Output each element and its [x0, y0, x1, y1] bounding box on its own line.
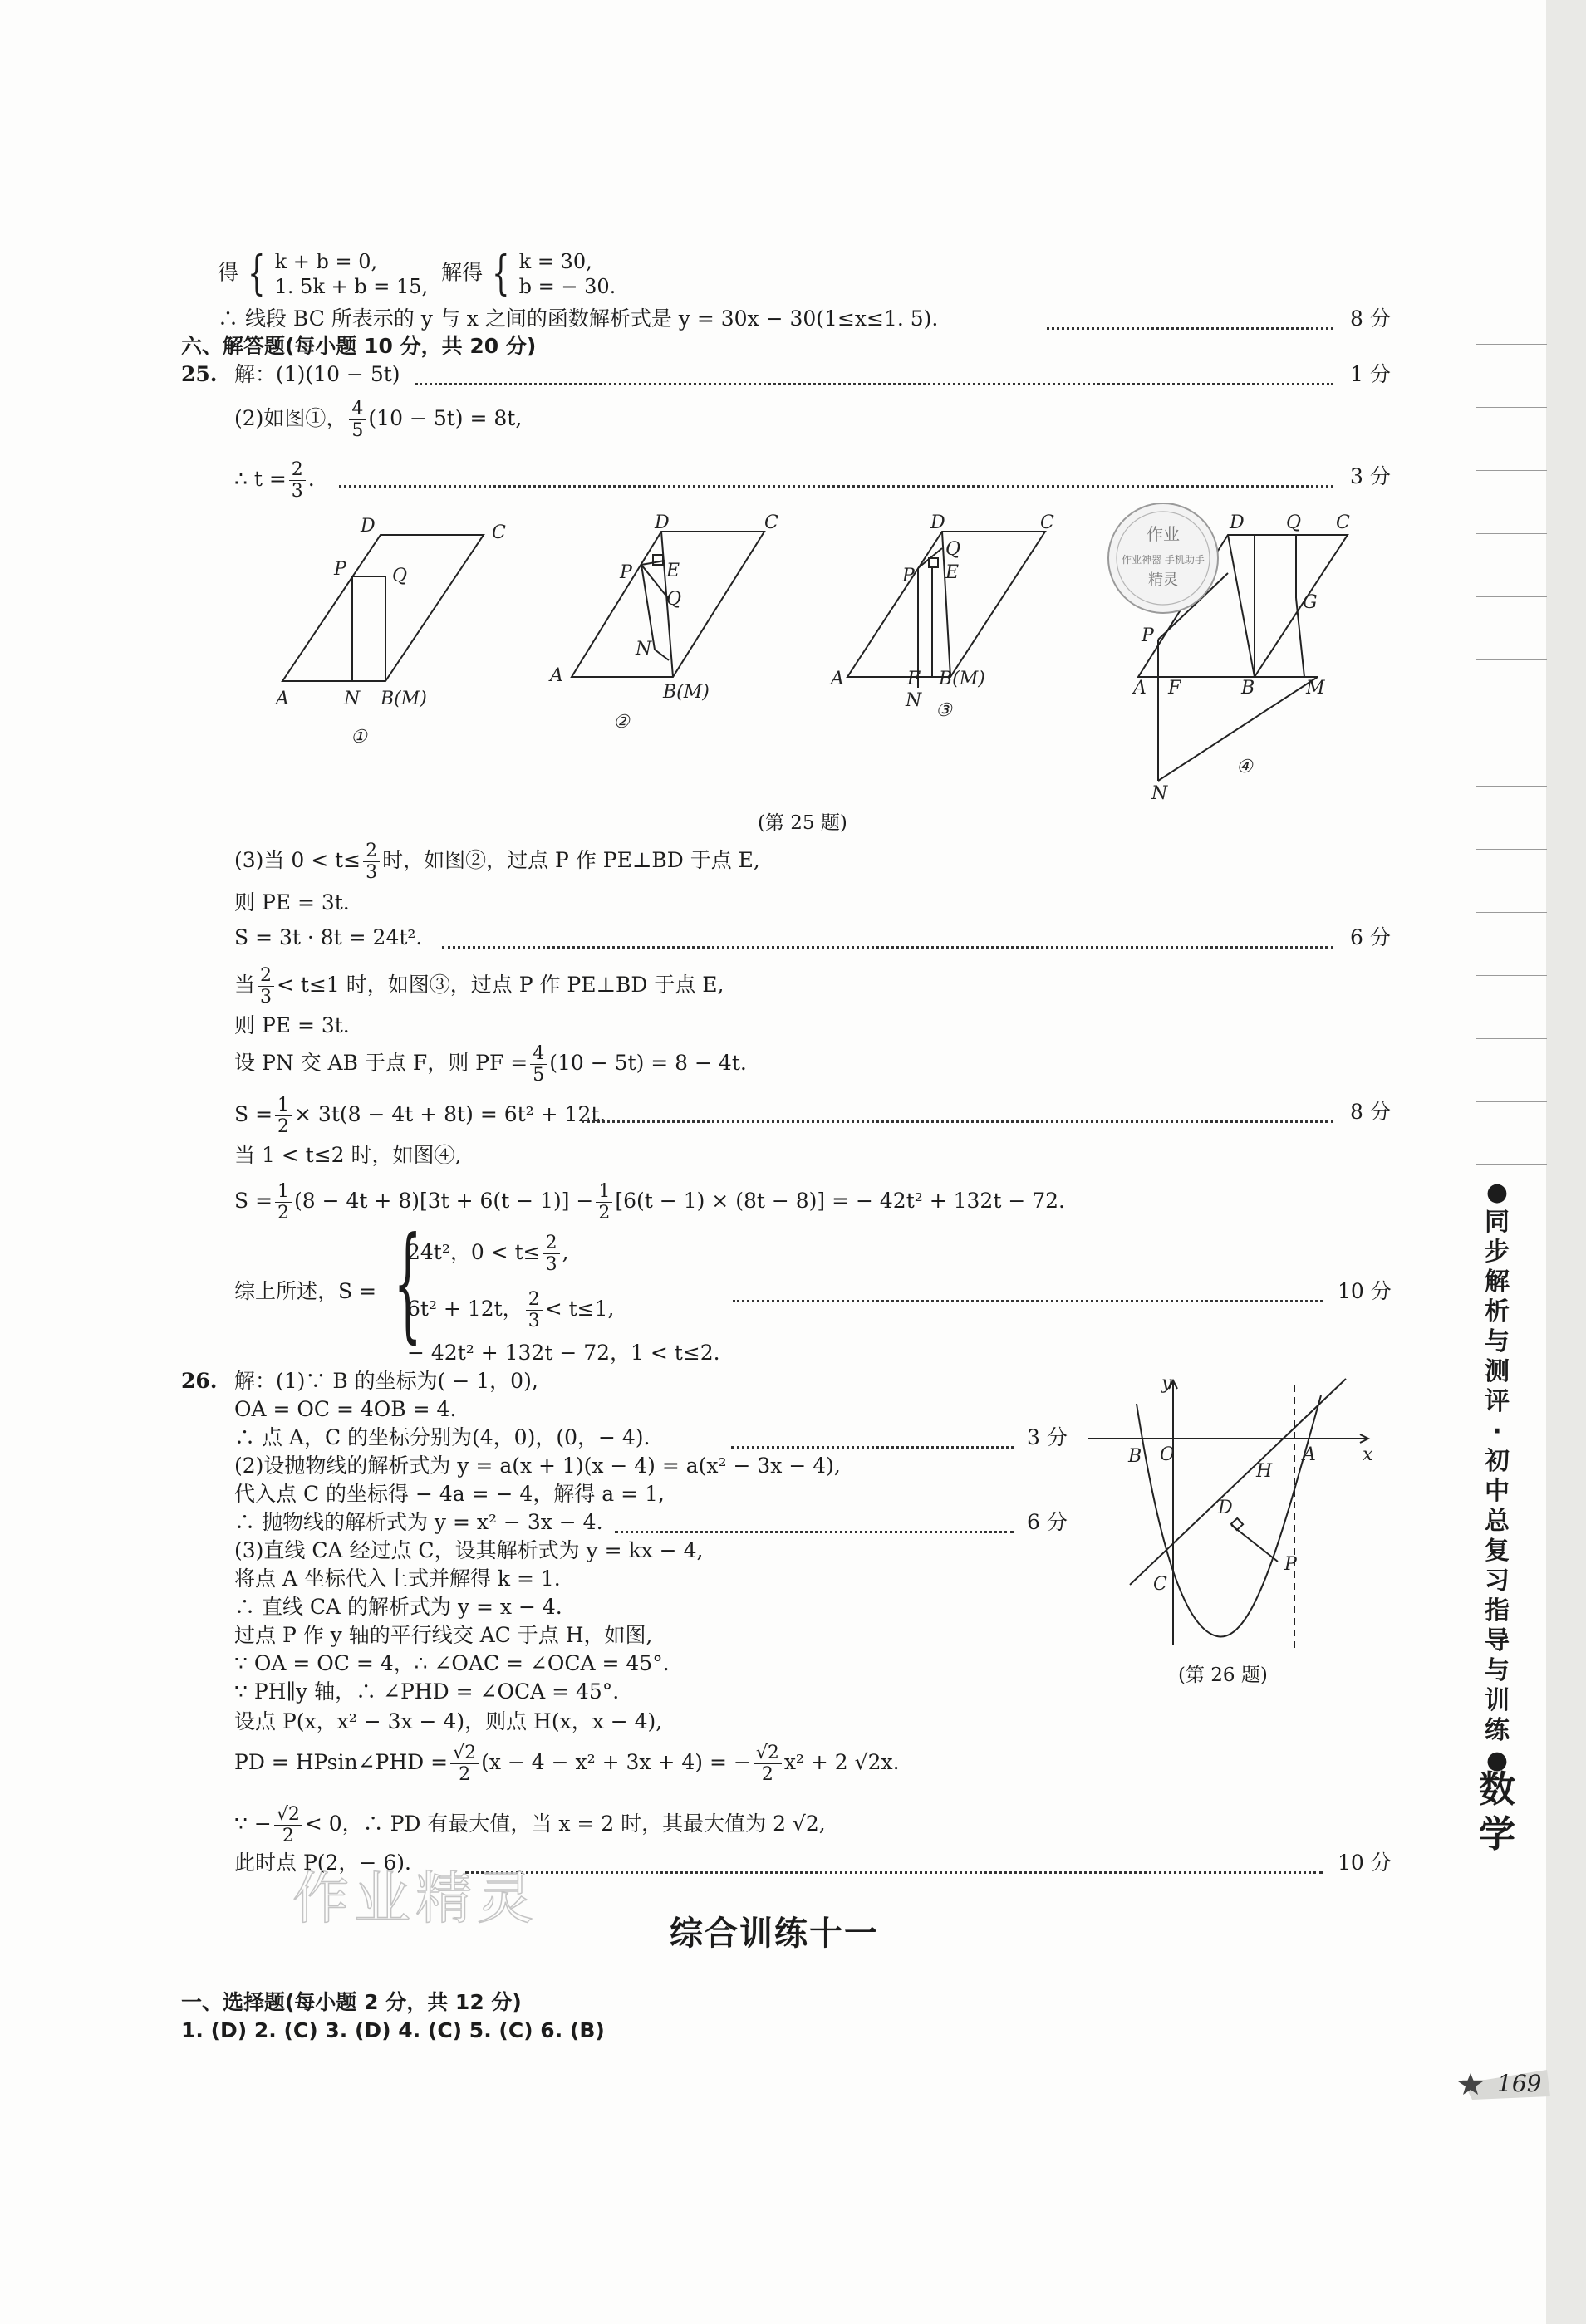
- leader-dots: [442, 946, 1333, 949]
- fig3-label: D: [930, 512, 945, 533]
- figure-26: [1080, 1370, 1379, 1703]
- margin-rule: [1476, 470, 1547, 471]
- watermark: 作业精灵: [292, 1866, 539, 1932]
- q25-t-value: ∴ t = $\frac{2}{3}$ .: [234, 459, 315, 502]
- fig26-label: O: [1160, 1444, 1176, 1465]
- q26-line: (2)设抛物线的解析式为 y = a(x + 1)(x − 4) = a(x² − 3x − 4),: [234, 1454, 841, 1478]
- svg-text:精灵: 精灵: [1148, 571, 1178, 589]
- fig26-label: D: [1218, 1498, 1233, 1518]
- fig4-label: ④: [1236, 757, 1253, 777]
- q26-line: ∵ OA = OC = 4，∴ ∠OAC = ∠OCA = 45°.: [234, 1651, 670, 1675]
- section-heading-6: 六、解答题(每小题 10 分，共 20 分): [181, 334, 537, 358]
- q25-pf: 设 PN 交 AB 于点 F，则 PF = $\frac{4}{5}$ (10 − 5t) = 8 − 4t.: [234, 1043, 747, 1086]
- piecewise-case1: 24t²，0 < t≤ $\frac{2}{3}$ ,: [407, 1233, 569, 1275]
- leader-dots: [615, 1531, 1014, 1533]
- fig3-label: C: [1040, 512, 1054, 533]
- fig2-label: E: [666, 561, 680, 581]
- page-number: 169: [1497, 2070, 1542, 2097]
- margin-rule: [1476, 1038, 1547, 1039]
- fig2-label: C: [764, 512, 778, 533]
- fig26-label: B: [1128, 1446, 1142, 1467]
- line-bc-function: ∴ 线段 BC 所表示的 y 与 x 之间的函数解析式是 y = 30x − 30(1≤x≤1. 5).: [218, 306, 939, 331]
- q26-line: 将点 A 坐标代入上式并解得 k = 1.: [234, 1566, 561, 1591]
- score: 10 分: [1338, 1279, 1392, 1303]
- margin-rule: [1476, 344, 1547, 345]
- q26-line: ∴ 点 A，C 的坐标分别为(4，0)，(0，− 4).: [234, 1425, 651, 1449]
- piecewise-case3: − 42t² + 132t − 72，1 < t≤2.: [407, 1341, 720, 1365]
- q25-part2: (2)如图①， $\frac{4}{5}$ (10 − 5t) = 8t,: [234, 399, 523, 441]
- q26-line: 设点 P(x，x² − 3x − 4)，则点 H(x，x − 4),: [234, 1709, 663, 1733]
- fig1-label: P: [334, 559, 346, 580]
- fig26-label: H: [1256, 1461, 1273, 1482]
- fig4-label: C: [1336, 512, 1350, 533]
- svg-text:作业神器 手机助手: 作业神器 手机助手: [1122, 554, 1205, 566]
- q26-pd: PD = HPsin∠PHD = $\frac{√2}{2}$ (x − 4 − x² + 3x + 4) = − $\frac{√2}{2}$ x² + 2 √2x.: [234, 1743, 900, 1785]
- q26-line: ∴ 抛物线的解析式为 y = x² − 3x − 4.: [234, 1510, 603, 1534]
- leader-dots: [415, 383, 1333, 385]
- fig3-label: N: [906, 690, 922, 711]
- q26-line: 代入点 C 的坐标得 − 4a = − 4，解得 a = 1,: [234, 1482, 665, 1506]
- page-edge: [1546, 0, 1586, 2324]
- fig26-label: P: [1284, 1554, 1297, 1575]
- margin-rule: [1476, 659, 1547, 660]
- fig2-label: A: [550, 665, 563, 686]
- margin-rule: [1476, 533, 1547, 534]
- fig4-label: G: [1303, 592, 1318, 613]
- fig2-label: D: [655, 512, 670, 533]
- fig4-label: Q: [1286, 512, 1302, 533]
- fig3-label: Q: [945, 539, 961, 560]
- fig1-label: D: [361, 516, 376, 537]
- fig1-label: Q: [392, 566, 408, 586]
- section-heading-1: 一、选择题(每小题 2 分，共 12 分): [181, 1990, 522, 2014]
- q26-line: 解：(1)∵ B 的坐标为( − 1，0),: [234, 1369, 538, 1393]
- svg-text:作业: 作业: [1147, 524, 1180, 544]
- subject-label: 数学: [1479, 1768, 1515, 1856]
- fig3-label: B(M): [939, 669, 985, 689]
- margin-rule: [1476, 975, 1547, 976]
- q25-s2: S = $\frac{1}{2}$ × 3t(8 − 4t + 8t) = 6t² + 12t.: [234, 1095, 606, 1137]
- fig4-label: A: [1133, 678, 1147, 699]
- fig2-label: Q: [666, 589, 682, 610]
- leader-dots: [733, 1300, 1323, 1302]
- margin-rule: [1476, 1164, 1547, 1165]
- fig4-label: F: [1168, 678, 1181, 699]
- score: 6 分: [1027, 1510, 1068, 1534]
- fig26-label: x: [1363, 1444, 1373, 1465]
- q25-pe2: 则 PE = 3t.: [234, 1013, 350, 1037]
- fig1-label: ①: [351, 727, 367, 748]
- score: 6 分: [1350, 925, 1391, 949]
- score: 8 分: [1350, 306, 1391, 331]
- fig4-label: B: [1241, 678, 1255, 699]
- fig3-label: P: [902, 566, 915, 586]
- series-title: ●同步解析与测评·初中总复习指导与训练●: [1485, 1178, 1510, 1775]
- score: 1 分: [1350, 362, 1391, 386]
- q25-case2: 当 $\frac{2}{3}$ < t≤1 时，如图③，过点 P 作 PE⊥BD 于点 E,: [234, 965, 724, 1008]
- fig3-label: F: [907, 669, 921, 689]
- leader-dots: [465, 1871, 1323, 1874]
- fig2-label: ②: [613, 712, 630, 733]
- q26-line: 此时点 P(2，− 6).: [234, 1851, 411, 1875]
- fig4-label: M: [1306, 678, 1325, 699]
- margin-rule: [1476, 407, 1547, 408]
- choice-answers: 1. (D) 2. (C) 3. (D) 4. (C) 5. (C) 6. (B): [181, 2018, 605, 2042]
- fig1-label: A: [276, 689, 289, 709]
- margin-rule: [1476, 849, 1547, 850]
- q26-line: ∵ PH∥y 轴，∴ ∠PHD = ∠OCA = 45°.: [234, 1679, 620, 1704]
- q26-max: ∵ − $\frac{√2}{2}$ < 0，∴ PD 有最大值，当 x = 2 时，其最大值为 2 √2,: [234, 1804, 826, 1846]
- fig1-label: C: [492, 522, 506, 543]
- q26-line: OA = OC = 4OB = 4.: [234, 1397, 457, 1421]
- q26-line: (3)直线 CA 经过点 C，设其解析式为 y = kx − 4,: [234, 1538, 704, 1562]
- fig3-label: ③: [935, 700, 952, 721]
- fig4-label: N: [1151, 783, 1168, 804]
- score: 8 分: [1350, 1100, 1391, 1124]
- piecewise-case2: 6t² + 12t， $\frac{2}{3}$ < t≤1,: [407, 1289, 615, 1331]
- q25-s1: S = 3t · 8t = 24t².: [234, 925, 423, 949]
- score: 3 分: [1027, 1425, 1068, 1449]
- question-number-26: 26.: [181, 1369, 218, 1393]
- stamp-logo: [1108, 503, 1218, 613]
- fig2-label: P: [620, 562, 632, 583]
- fig26-label: A: [1303, 1444, 1316, 1465]
- margin-rule: [1476, 912, 1547, 913]
- margin-rule: [1476, 1101, 1547, 1102]
- leader-dots: [339, 485, 1333, 488]
- q26-line: 过点 P 作 y 轴的平行线交 AC 于点 H，如图,: [234, 1623, 653, 1647]
- fig3-label: E: [945, 562, 960, 583]
- page-number-badge: [1454, 2063, 1554, 2103]
- figure-25: [258, 498, 1387, 806]
- leader-dots: [1047, 327, 1333, 330]
- q25-pe: 则 PE = 3t.: [234, 890, 350, 914]
- q25-s3: S = $\frac{1}{2}$ (8 − 4t + 8)[3t + 6(t − 1)] − $\frac{1}{2}$ [6(t − 1) × (8t − 8)] = − 42t² + 132t − 72.: [234, 1181, 1065, 1223]
- margin-rule: [1476, 786, 1547, 787]
- piecewise-brace: {: [394, 1211, 422, 1356]
- q25-summary-label: 综上所述，S =: [234, 1279, 377, 1303]
- score: 10 分: [1338, 1851, 1392, 1875]
- section-title: 综合训练十一: [670, 1915, 879, 1953]
- q25-part3: (3)当 0 < t≤ $\frac{2}{3}$ 时，如图②，过点 P 作 PE⊥BD 于点 E,: [234, 841, 760, 883]
- question-number-25: 25.: [181, 362, 218, 386]
- fig4-label: D: [1230, 512, 1245, 533]
- fig2-label: N: [636, 639, 652, 659]
- q26-line: ∴ 直线 CA 的解析式为 y = x − 4.: [234, 1595, 562, 1619]
- score: 3 分: [1350, 464, 1391, 488]
- q25-part1: 解：(1)(10 − 5t): [234, 362, 400, 386]
- fig3-label: A: [831, 669, 844, 689]
- fig2-label: B(M): [663, 682, 710, 703]
- line-system: 得 { k + b = 0, 1. 5k + b = 15, 解得 { k = 30, b = − 30.: [218, 247, 616, 301]
- fig1-label: N: [344, 689, 361, 709]
- fig26-label: C: [1153, 1574, 1167, 1595]
- q25-case3: 当 1 < t≤2 时，如图④,: [234, 1143, 462, 1167]
- leader-dots: [582, 1120, 1333, 1123]
- fig4-label: P: [1142, 625, 1154, 646]
- figure-25-caption: (第 25 题): [758, 812, 847, 834]
- leader-dots: [731, 1446, 1014, 1449]
- figure-26-caption: (第 26 题): [1178, 1665, 1268, 1686]
- fig1-label: B(M): [381, 689, 427, 709]
- margin-rule: [1476, 596, 1547, 597]
- fig26-label: y: [1161, 1373, 1172, 1394]
